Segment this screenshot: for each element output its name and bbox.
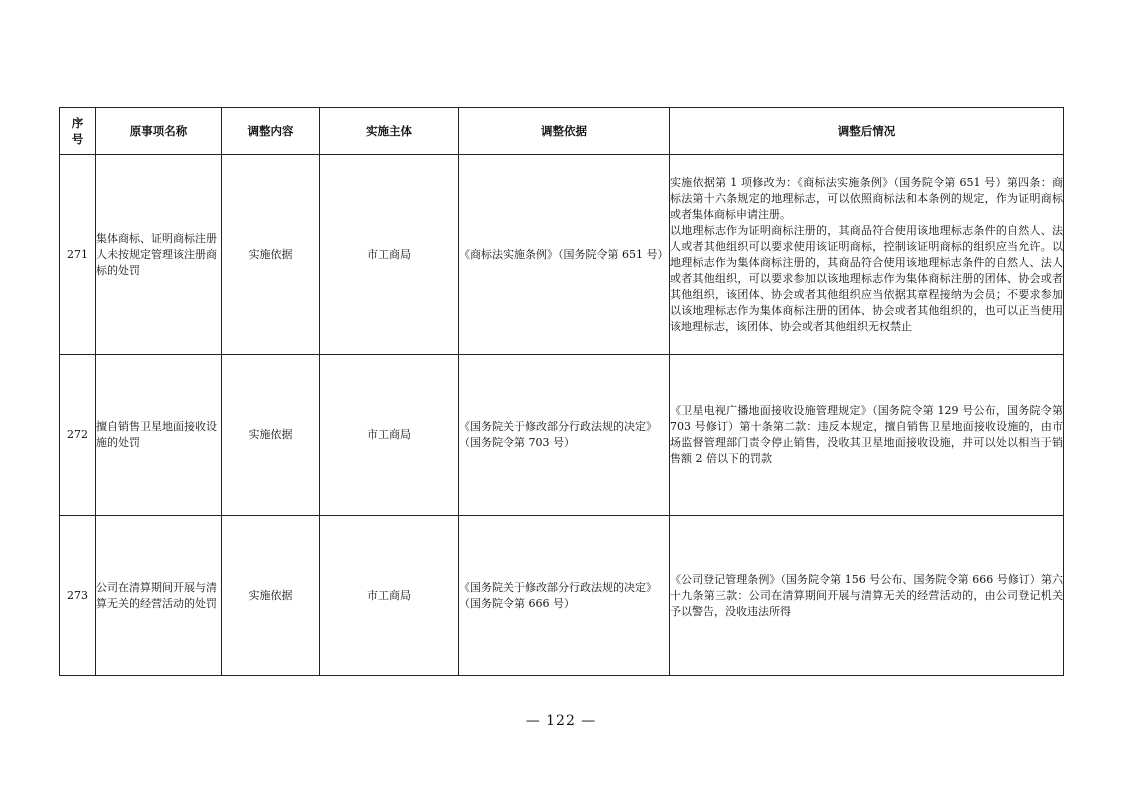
- cell-basis: 《国务院关于修改部分行政法规的决定》（国务院令第 703 号）: [459, 355, 670, 516]
- header-seq-line2: 号: [71, 132, 84, 146]
- table-header-row: [60, 108, 1064, 155]
- after-paragraph-2: 以地理标志作为证明商标注册的，其商品符合使用该地理标志条件的自然人、法人或者其他组织可以要求使用该证明商标，控制该证明商标的组织应当允许。以地理标志作为集体商标注册的，其商品符合使用该地理标志条件的自然人、法人或者其他组织，可以要求参加以该地理标志作为集体商标注册的团体、协会或者其他组织，该团体、协会或者其他组织应当依据其章程接纳为会员；不要求参加以该地理标志作为集体商标注册的团体、协会或者其他组织的，也可以正当使用该地理标志，该团体、协会或者其他组织无权禁止: [670, 223, 1063, 333]
- cell-after: [670, 155, 1064, 355]
- header-after: 调整后情况: [670, 108, 1064, 155]
- cell-after: [670, 516, 1064, 676]
- after-paragraph-1: 实施依据第 1 项修改为：《商标法实施条例》（国务院令第 651 号）第四条：商标法第十六条规定的地理标志，可以依照商标法和本条例的规定，作为证明商标或者集体商标申请注册。: [670, 175, 1063, 221]
- header-seq: [60, 108, 96, 155]
- header-seq-line1: 序: [71, 116, 84, 130]
- cell-name: 集体商标、证明商标注册人未按规定管理该注册商标的处罚: [96, 155, 222, 355]
- header-subject: 实施主体: [320, 108, 459, 155]
- cell-name: 擅自销售卫星地面接收设施的处罚: [96, 355, 222, 516]
- adjustment-table: [59, 107, 1064, 676]
- cell-subject: 市工商局: [320, 155, 459, 355]
- cell-after: [670, 355, 1064, 516]
- after-paragraph-1: 《卫星电视广播地面接收设施管理规定》（国务院令第 129 号公布，国务院令第 703 号修订）第十条第二款：违反本规定，擅自销售卫星地面接收设施的，由市场监督管理部门责令停止销售，没收其卫星地面接收设施，并可以处以相当于销售额 2 倍以下的罚款: [670, 404, 1063, 465]
- cell-content: 实施依据: [222, 355, 320, 516]
- cell-basis: 《商标法实施条例》（国务院令第 651 号）: [459, 155, 670, 355]
- cell-subject: 市工商局: [320, 516, 459, 676]
- header-name: 原事项名称: [96, 108, 222, 155]
- after-paragraph-1: 《公司登记管理条例》（国务院令第 156 号公布、国务院令第 666 号修订）第六十九条第三款：公司在清算期间开展与清算无关的经营活动的，由公司登记机关予以警告，没收违法所得: [670, 572, 1063, 618]
- cell-name: 公司在清算期间开展与清算无关的经营活动的处罚: [96, 516, 222, 676]
- table-row: [60, 516, 1064, 676]
- cell-content: 实施依据: [222, 155, 320, 355]
- page-number: — 122 —: [525, 713, 597, 729]
- cell-content: 实施依据: [222, 516, 320, 676]
- table-row: [60, 155, 1064, 355]
- cell-seq: 271: [60, 155, 96, 355]
- header-basis: 调整依据: [459, 108, 670, 155]
- header-content: 调整内容: [222, 108, 320, 155]
- cell-seq: 273: [60, 516, 96, 676]
- cell-subject: 市工商局: [320, 355, 459, 516]
- table-row: [60, 355, 1064, 516]
- cell-seq: 272: [60, 355, 96, 516]
- cell-basis: 《国务院关于修改部分行政法规的决定》（国务院令第 666 号）: [459, 516, 670, 676]
